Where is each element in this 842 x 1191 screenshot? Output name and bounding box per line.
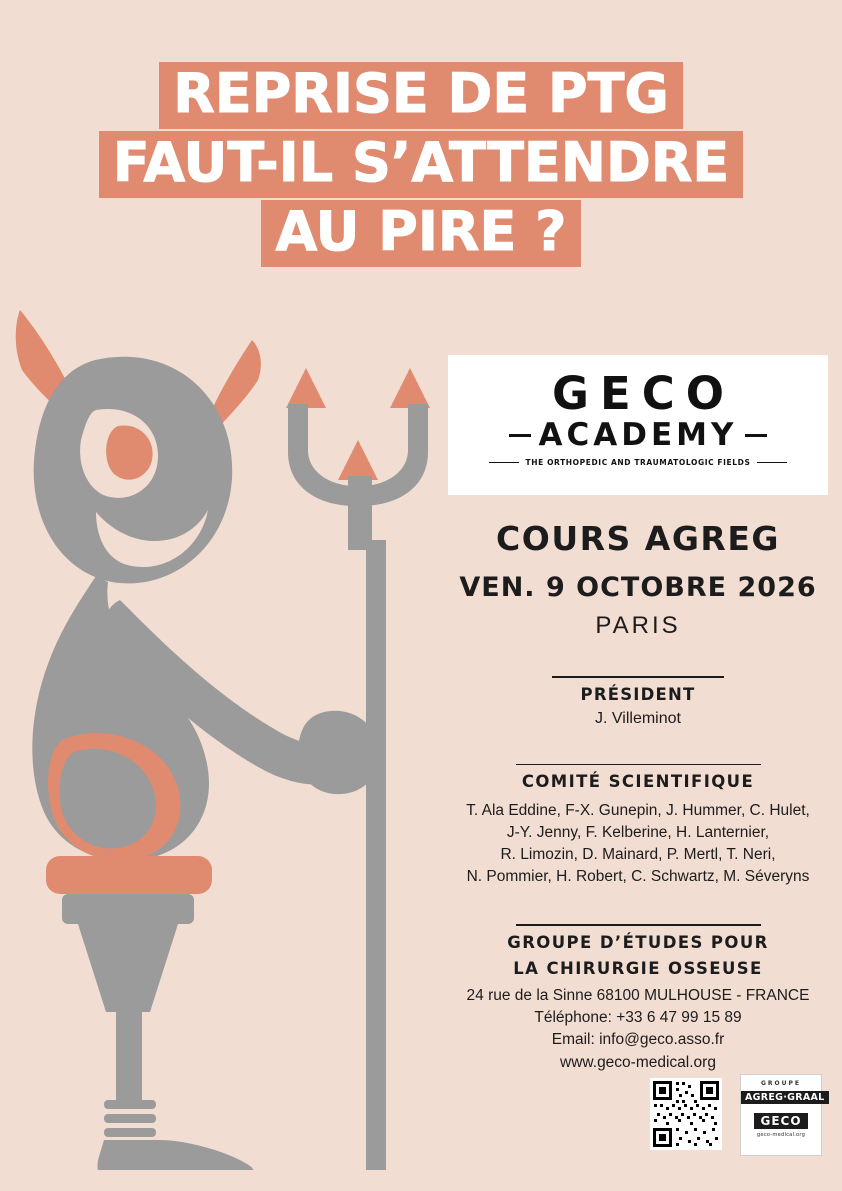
title-line-1: REPRISE DE PTG xyxy=(159,62,683,129)
badge-agreg-label: AGREG·GRAAL xyxy=(741,1091,829,1104)
organisation-contact xyxy=(448,985,828,1075)
agreg-graal-badge xyxy=(740,1074,825,1156)
geco-logo xyxy=(448,355,828,495)
geco-brand-text: GECO xyxy=(552,367,735,420)
president-heading: PRÉSIDENT xyxy=(580,684,696,704)
title-line-3: AU PIRE ? xyxy=(261,200,580,267)
committee-line: T. Ala Eddine, F-X. Gunepin, J. Hummer, C. Hulet, xyxy=(466,802,810,819)
logo-bar-right xyxy=(745,434,767,437)
committee-line: R. Limozin, D. Mainard, P. Mertl, T. Neri, xyxy=(500,846,776,863)
title-line-2: FAUT-IL S’ATTENDRE xyxy=(99,131,744,198)
organisation-section xyxy=(448,924,828,1074)
academy-text: ACADEMY xyxy=(538,417,738,453)
committee-members xyxy=(448,800,828,888)
tagline-row xyxy=(448,458,828,467)
course-title: COURS AGREG xyxy=(496,519,780,558)
devil-illustration xyxy=(0,300,470,1170)
info-column xyxy=(448,355,828,1074)
committee-heading: COMITÉ SCIENTIFIQUE xyxy=(521,772,755,791)
event-date: VEN. 9 OCTOBRE 2026 xyxy=(459,572,817,603)
committee-section xyxy=(448,764,828,889)
organisation-address: 24 rue de la Sinne 68100 MULHOUSE - FRANCE xyxy=(466,986,810,1004)
organisation-divider xyxy=(516,924,761,926)
tagline-bar-left xyxy=(489,462,519,463)
organisation-heading-line2: LA CHIRURGIE OSSEUSE xyxy=(513,958,763,978)
organisation-email[interactable]: Email: info@geco.asso.fr xyxy=(551,1031,725,1049)
committee-divider xyxy=(516,764,761,766)
badge-geco-logo: GECO xyxy=(754,1113,807,1129)
organisation-website[interactable]: www.geco-medical.org xyxy=(560,1053,716,1071)
poster-title xyxy=(0,62,842,269)
event-city: PARIS xyxy=(595,612,681,639)
tagline-bar-right xyxy=(757,462,787,463)
badge-group-label: GROUPE xyxy=(760,1080,801,1087)
organisation-heading-line1: GROUPE D’ÉTUDES POUR xyxy=(507,932,769,952)
logo-bar-left xyxy=(509,434,531,437)
committee-line: J-Y. Jenny, F. Kelberine, H. Lanternier, xyxy=(506,824,770,841)
academy-row xyxy=(448,417,828,453)
badge-url: geco-medical.org xyxy=(756,1132,806,1138)
president-name: J. Villeminot xyxy=(595,709,681,727)
organisation-phone: Téléphone: +33 6 47 99 15 89 xyxy=(534,1008,742,1026)
president-section xyxy=(448,676,828,728)
logo-tagline: THE ORTHOPEDIC AND TRAUMATOLOGIC FIELDS xyxy=(525,458,751,467)
president-divider xyxy=(552,676,724,678)
qr-code-icon[interactable] xyxy=(650,1078,722,1150)
committee-line: N. Pommier, H. Robert, C. Schwartz, M. Séveryns xyxy=(466,868,810,885)
